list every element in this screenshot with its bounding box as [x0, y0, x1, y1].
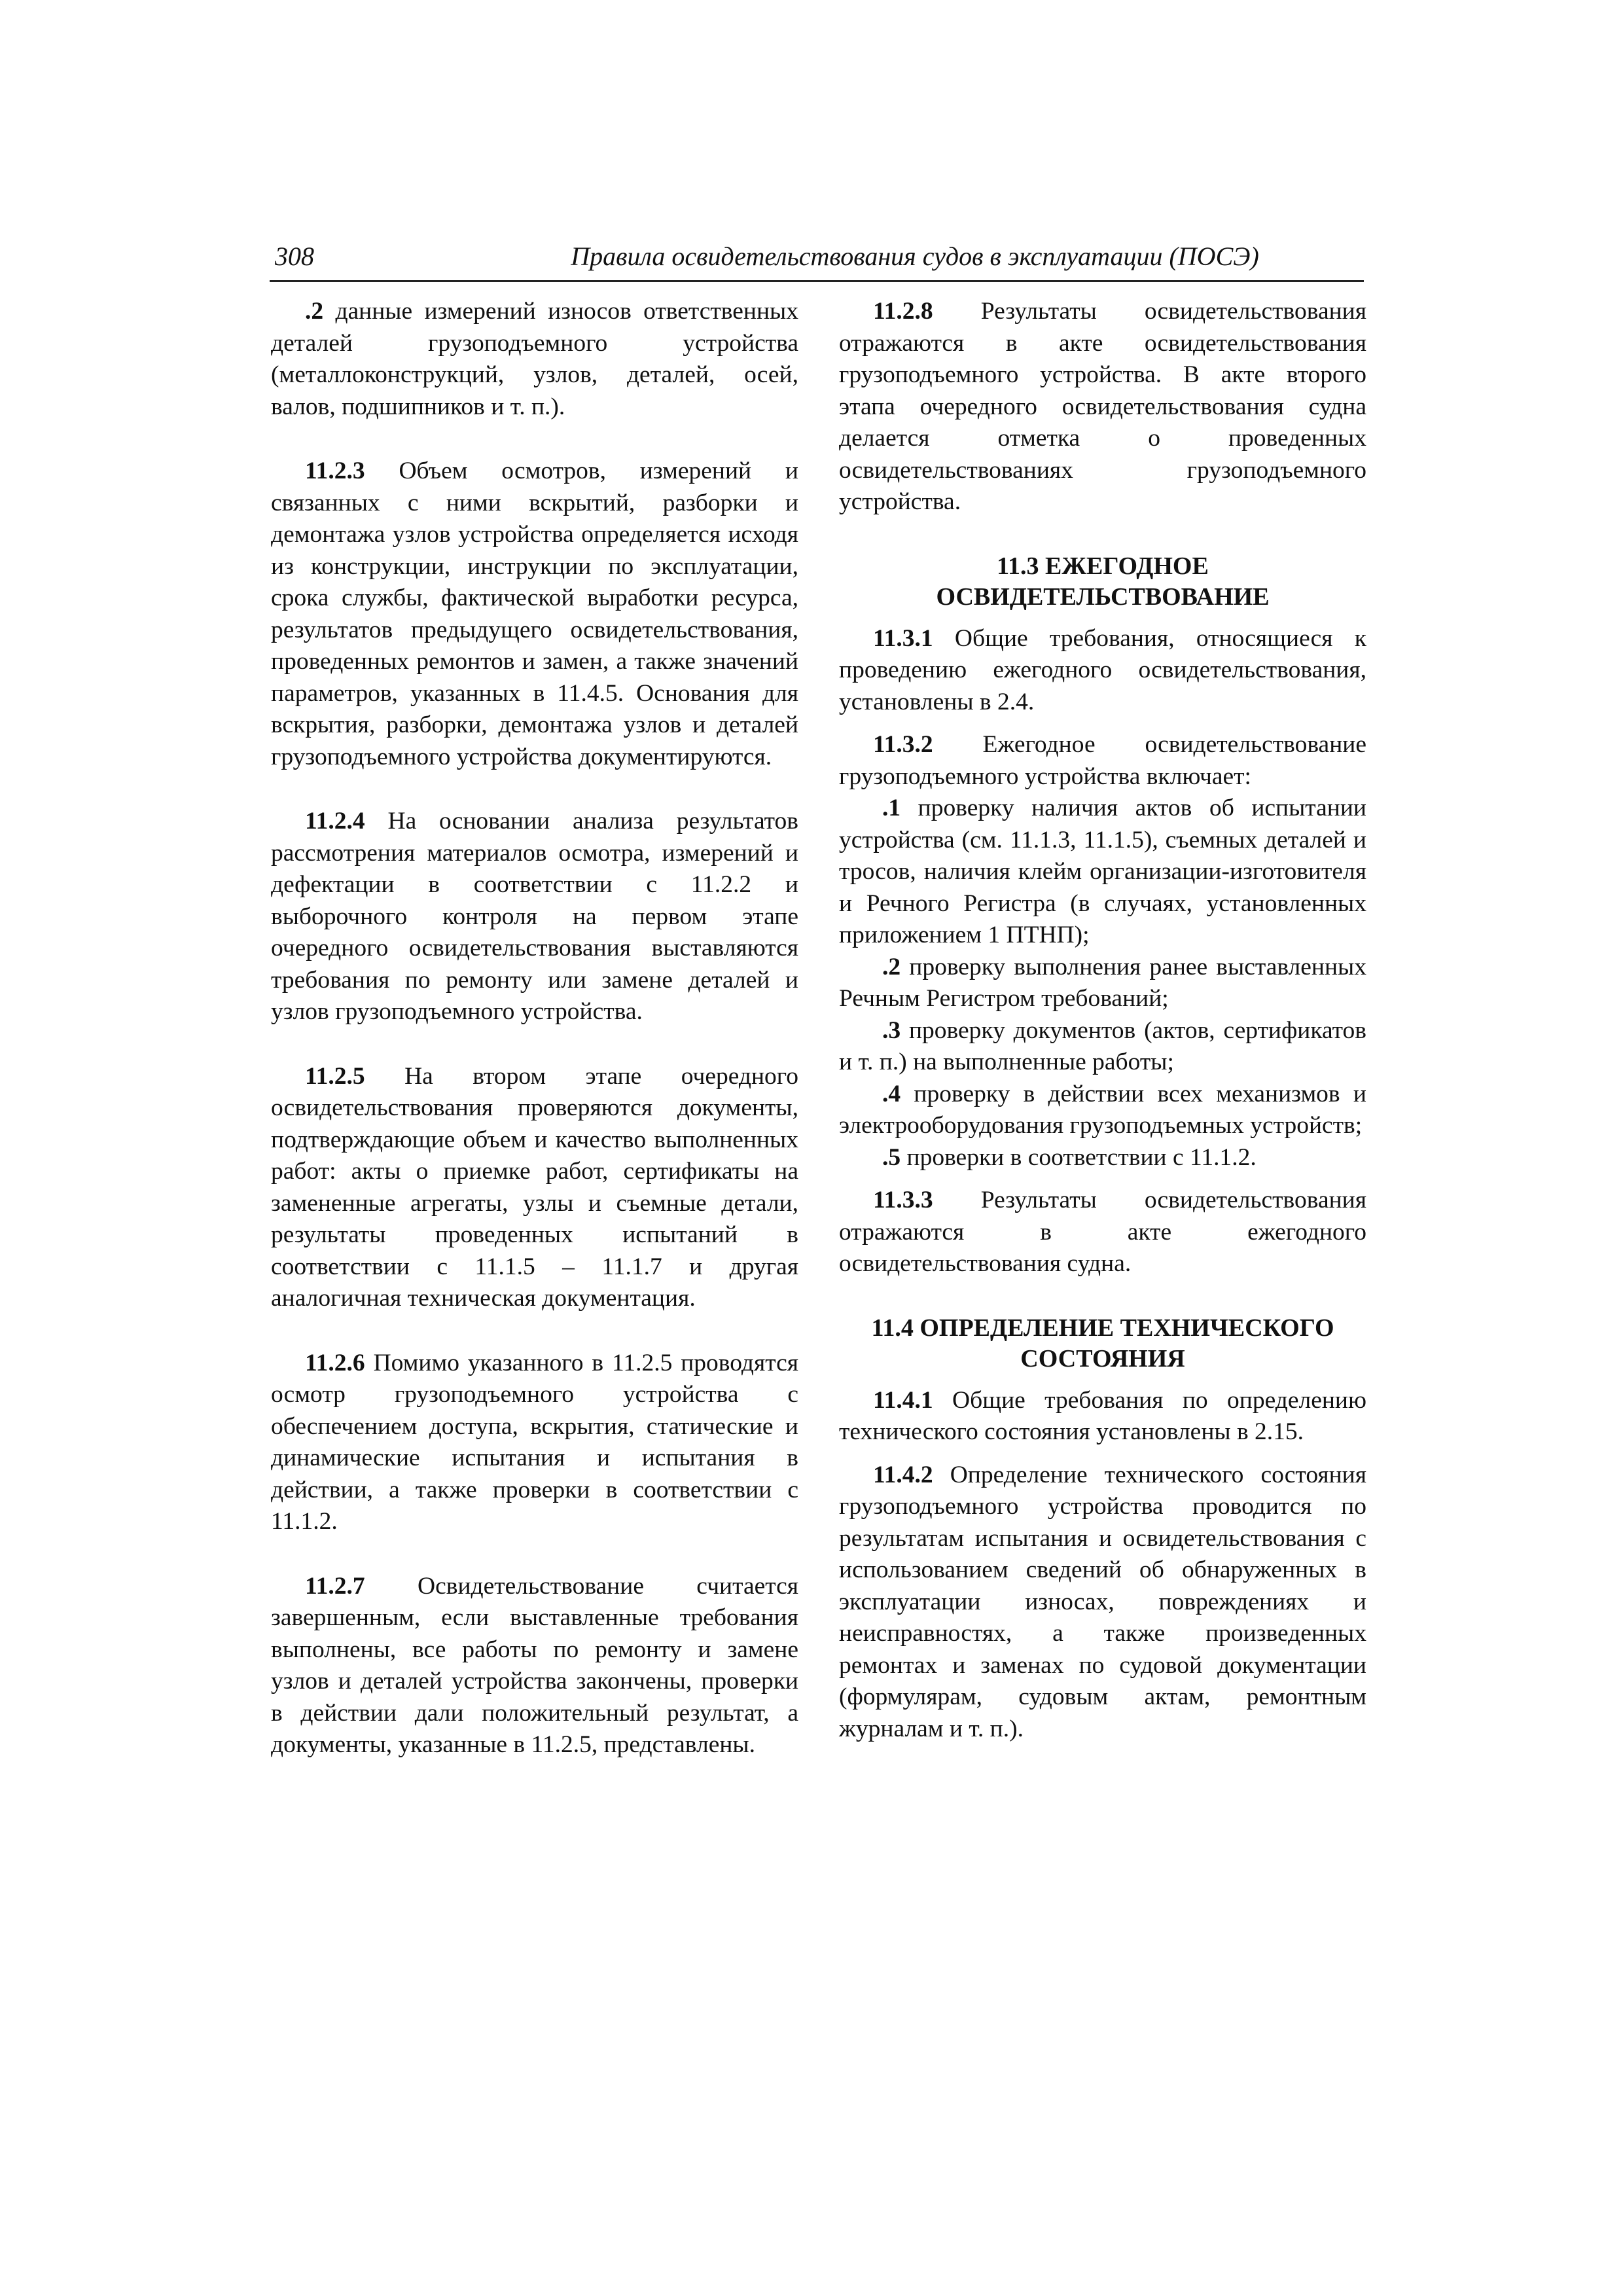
list-item [839, 1015, 1366, 1079]
paragraph-11-3-3 [839, 1185, 1366, 1280]
list-item-text: проверку в действии всех механизмов и электрооборудования грузоподъемных устройств; [839, 1080, 1366, 1139]
item-number: .2 [882, 953, 901, 980]
paragraph [271, 296, 798, 423]
left-column [271, 296, 798, 1761]
page-header [270, 237, 1364, 282]
paragraph-text: На втором этапе очередного освидетельствования проверяются документы, подтверждающие объем и качество выполненных работ: акты о приемке работ, сертификаты на замененные агрегаты, узлы и съемные детали, результаты проведенных испытаний в соответствии с 11.1.5 – 11.1.7 и другая аналогичная техническая документация. [271, 1062, 798, 1312]
heading-line: 11.3 ЕЖЕГОДНОЕ [997, 552, 1209, 580]
paragraph-text: Результаты освидетельствования отражаются в акте освидетельствования грузоподъемного устройства. В акте второго этапа очередного освидетельствования судна делается отметка о проведенных освидетельствованиях грузоподъемного устройства. [839, 298, 1366, 515]
paragraph-text: Объем осмотров, измерений и связанных с ними вскрытий, разборки и демонтажа узлов устройства определяется исходя из конструкции, инструкции по эксплуатации, срока службы, фактической выработки ресурса, результатов предыдущего освидетельствования, проведенных ремонтов и замен, а также значений параметров, указанных в 11.4.5. Основания для вскрытия, разборки, демонтажа узлов и деталей грузоподъемного устройства документируются. [271, 457, 798, 770]
item-number: .5 [882, 1143, 901, 1171]
paragraph-11-3-1 [839, 623, 1366, 719]
heading-line: СОСТОЯНИЯ [1020, 1344, 1185, 1372]
paragraph-text: Общие требования по определению технического состояния установлены в 2.15. [839, 1386, 1366, 1445]
paragraph-11-4-2 [839, 1460, 1366, 1746]
paragraph-text: Освидетельствование считается завершенным, если выставленные требования выполнены, все работы по ремонту и замене узлов и деталей устройства закончены, проверки в действии дали положительный результат, а документы, указанные в 11.2.5, представлены. [271, 1572, 798, 1758]
clause-number: 11.2.5 [305, 1062, 365, 1090]
paragraph-text: Ежегодное освидетельствование грузоподъемного устройства включает: [839, 731, 1366, 790]
list-item [839, 793, 1366, 952]
running-title: Правила освидетельствования судов в эксплуатации (ПОСЭ) [571, 242, 1259, 271]
paragraph-11-2-7 [271, 1571, 798, 1761]
clause-number: 11.4.2 [873, 1461, 933, 1488]
section-heading-11-3 [839, 551, 1366, 613]
paragraph-11-2-4 [271, 806, 798, 1028]
paragraph-11-3-2 [839, 729, 1366, 793]
right-column [839, 296, 1366, 1745]
paragraph-11-2-8 [839, 296, 1366, 518]
list-item [839, 952, 1366, 1015]
clause-number: 11.3.1 [873, 624, 933, 652]
section-heading-11-4 [839, 1313, 1366, 1374]
clause-number: 11.3.2 [873, 731, 933, 758]
paragraph-text: Помимо указанного в 11.2.5 проводятся осмотр грузоподъемного устройства с обеспечением доступа, вскрытия, статические и динамические испытания и испытания в действии, а также проверки в соответствии с 11.1.2. [271, 1349, 798, 1535]
list-item-text: проверку документов (актов, сертификатов и т. п.) на выполненные работы; [839, 1016, 1366, 1075]
item-number: .1 [882, 795, 901, 821]
item-number: .4 [882, 1080, 901, 1107]
heading-line: ОСВИДЕТЕЛЬСТВОВАНИЕ [936, 583, 1270, 611]
list-item [839, 1142, 1366, 1174]
clause-number: 11.2.6 [305, 1349, 365, 1376]
clause-number: 11.2.3 [305, 457, 365, 484]
paragraph-11-2-6 [271, 1348, 798, 1538]
paragraph-11-2-3 [271, 456, 798, 773]
paragraph-text: Определение технического состояния грузоподъемного устройства проводится по результатам испытания и освидетельствования с использованием сведений об обнаруженных в эксплуатации износах, повреждениях и неисправностях, а также произведенных ремонтах и заменах по судовой документации (формулярам, судовым актам, ремонтным журналам и т. п.). [839, 1461, 1366, 1742]
page-number: 308 [275, 242, 314, 271]
paragraph-11-2-5 [271, 1061, 798, 1315]
paragraph-11-4-1 [839, 1385, 1366, 1448]
clause-number: 11.2.4 [305, 808, 365, 834]
list-item-text: проверку наличия актов об испытании устройства (см. 11.1.3, 11.1.5), съемных деталей и тросов, наличия клейм организации-изготовителя и Речного Регистра (в случаях, установленных приложением 1 ПТНП); [839, 795, 1366, 948]
list-item-text: проверку выполнения ранее выставленных Речным Регистром требований; [839, 953, 1366, 1012]
heading-line: 11.4 ОПРЕДЕЛЕНИЕ ТЕХНИЧЕСКОГО [871, 1314, 1334, 1342]
clause-number: 11.4.1 [873, 1386, 933, 1414]
clause-number: 11.2.7 [305, 1572, 365, 1600]
paragraph-text: Общие требования, относящиеся к проведению ежегодного освидетельствования, установлены в 2.4. [839, 624, 1366, 715]
paragraph-text: Результаты освидетельствования отражаются в акте ежегодного освидетельствования судна. [839, 1187, 1366, 1277]
list-item [839, 1079, 1366, 1142]
item-number: .2 [305, 298, 324, 325]
paragraph-text: На основании анализа результатов рассмотрения материалов осмотра, измерений и дефектации в соответствии с 11.2.2 и выборочного контроля на первом этапе очередного освидетельствования выставляются требования по ремонту или замене деталей и узлов грузоподъемного устройства. [271, 808, 798, 1025]
paragraph-text: данные измерений износов ответственных деталей грузоподъемного устройства (металлоконструкций, узлов, деталей, осей, валов, подшипников и т. п.). [271, 298, 798, 420]
item-number: .3 [882, 1016, 901, 1044]
clause-number: 11.2.8 [873, 298, 933, 325]
list-item-text: проверки в соответствии с 11.1.2. [901, 1143, 1257, 1171]
clause-number: 11.3.3 [873, 1187, 933, 1213]
